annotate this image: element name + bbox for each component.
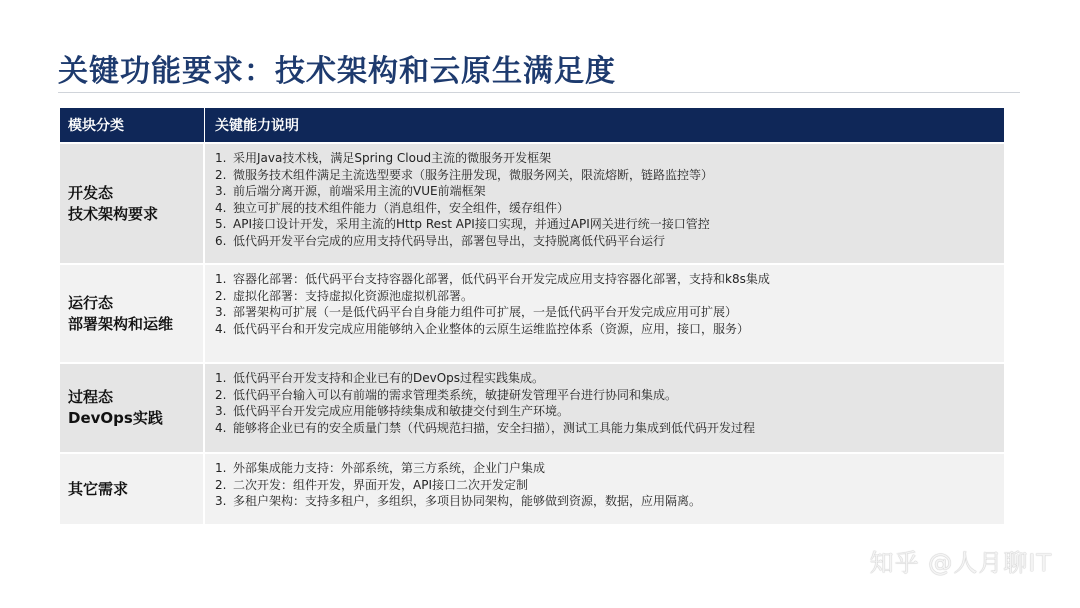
item-number: 2. bbox=[215, 288, 227, 303]
category-line: 部署架构和运维 bbox=[68, 314, 174, 333]
item-text: 容器化部署：低代码平台支持容器化部署，低代码平台开发完成应用支持容器化部署，支持和k8s集成 bbox=[233, 272, 770, 286]
list-item bbox=[215, 150, 1004, 167]
list-item bbox=[215, 493, 1004, 510]
table-row bbox=[60, 452, 1004, 524]
table-row bbox=[60, 263, 1004, 362]
list-item bbox=[215, 370, 1004, 387]
item-number: 2. bbox=[215, 477, 227, 492]
item-text: 部署架构可扩展（一是低代码平台自身能力组件可扩展，一是低代码平台开发完成应用可扩展） bbox=[233, 305, 738, 320]
list-item bbox=[215, 288, 1004, 305]
category-line: 过程态 bbox=[68, 388, 114, 406]
list-item bbox=[215, 460, 1004, 477]
row-items bbox=[205, 265, 1004, 362]
list-item bbox=[215, 477, 1004, 494]
item-text: API接口设计开发，采用主流的Http Rest API接口实现，并通过API网关进行统一接口管控 bbox=[233, 217, 710, 232]
list-item bbox=[215, 233, 1004, 250]
item-text: 低代码平台开发完成应用能够持续集成和敏捷交付到生产环境。 bbox=[233, 404, 570, 419]
list-item bbox=[215, 403, 1004, 420]
row-category bbox=[60, 364, 205, 452]
category-line: 技术架构要求 bbox=[68, 204, 159, 223]
category-line: 运行态 bbox=[68, 293, 114, 312]
item-number: 1. bbox=[215, 151, 227, 165]
item-text: 多租户架构：支持多租户，多组织，多项目协同架构，能够做到资源，数据，应用隔离。 bbox=[233, 494, 702, 509]
category-line: 其它需求 bbox=[68, 479, 129, 498]
row-category bbox=[60, 265, 205, 362]
item-number: 3. bbox=[215, 305, 227, 320]
item-text: 采用Java技术栈，满足Spring Cloud主流的微服务开发框架 bbox=[233, 151, 552, 165]
slide-title: 关键功能要求：技术架构和云原生满足度 bbox=[58, 54, 616, 89]
list-item bbox=[215, 387, 1004, 404]
requirements-table bbox=[60, 108, 1004, 524]
item-number: 4. bbox=[215, 321, 227, 336]
item-number: 1. bbox=[215, 272, 227, 286]
row-items bbox=[205, 144, 1004, 263]
header-description: 关键能力说明 bbox=[215, 118, 299, 134]
item-number: 6. bbox=[215, 233, 227, 248]
item-text: 低代码开发平台完成的应用支持代码导出，部署包导出，支持脱离低代码平台运行 bbox=[233, 233, 666, 248]
watermark: 知乎 @人月聊IT bbox=[869, 549, 1052, 577]
item-number: 2. bbox=[215, 387, 227, 402]
item-text: 二次开发：组件开发，界面开发，API接口二次开发定制 bbox=[233, 477, 528, 492]
item-number: 4. bbox=[215, 200, 227, 215]
list-item bbox=[215, 200, 1004, 217]
table-header bbox=[60, 108, 1004, 142]
row-items bbox=[205, 454, 1004, 524]
category-line: 开发态 bbox=[68, 183, 114, 202]
item-text: 前后端分离开源，前端采用主流的VUE前端框架 bbox=[233, 184, 486, 199]
row-category bbox=[60, 144, 205, 263]
item-text: 外部集成能力支持：外部系统，第三方系统，企业门户集成 bbox=[233, 461, 546, 475]
list-item bbox=[215, 216, 1004, 233]
list-item bbox=[215, 183, 1004, 200]
list-item bbox=[215, 321, 1004, 338]
item-text: 微服务技术组件满足主流选型要求（服务注册发现，微服务网关，限流熔断，链路监控等） bbox=[233, 167, 714, 182]
header-category: 模块分类 bbox=[60, 108, 205, 142]
item-number: 3. bbox=[215, 404, 227, 419]
item-number: 4. bbox=[215, 420, 227, 435]
item-text: 虚拟化部署：支持虚拟化资源池虚拟机部署。 bbox=[233, 288, 474, 303]
list-item bbox=[215, 420, 1004, 437]
list-item bbox=[215, 271, 1004, 288]
item-number: 5. bbox=[215, 217, 227, 232]
item-number: 3. bbox=[215, 184, 227, 199]
category-line: DevOps实践 bbox=[68, 409, 163, 427]
list-item bbox=[215, 304, 1004, 321]
item-text: 低代码平台和开发完成应用能够纳入企业整体的云原生运维监控体系（资源，应用，接口，服务） bbox=[233, 321, 750, 336]
item-text: 独立可扩展的技术组件能力（消息组件，安全组件，缓存组件） bbox=[233, 200, 570, 215]
item-number: 1. bbox=[215, 461, 227, 475]
item-text: 低代码平台输入可以有前端的需求管理类系统，敏捷研发管理平台进行协同和集成。 bbox=[233, 387, 678, 402]
item-number: 1. bbox=[215, 371, 227, 385]
item-number: 2. bbox=[215, 167, 227, 182]
table-row bbox=[60, 142, 1004, 263]
row-category bbox=[60, 454, 205, 524]
item-text: 能够将企业已有的安全质量门禁（代码规范扫描，安全扫描），测试工具能力集成到低代码开发过程 bbox=[233, 420, 756, 435]
title-divider bbox=[58, 92, 1020, 93]
row-items bbox=[205, 364, 1004, 452]
table-row bbox=[60, 362, 1004, 452]
item-number: 3. bbox=[215, 494, 227, 509]
item-text: 低代码平台开发支持和企业已有的DevOps过程实践集成。 bbox=[233, 371, 545, 385]
list-item bbox=[215, 167, 1004, 184]
